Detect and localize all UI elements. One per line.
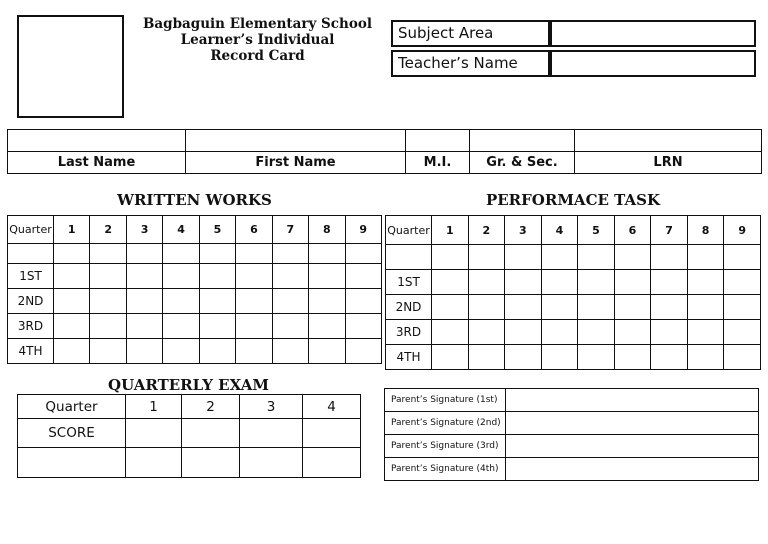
performance-task-score-cell[interactable] (651, 270, 688, 295)
mi-input[interactable] (406, 130, 470, 152)
exam-blank-cell[interactable] (303, 448, 361, 478)
performance-task-score-cell[interactable] (432, 295, 469, 320)
written-works-score-cell[interactable] (345, 314, 382, 339)
performance-task-score-cell[interactable] (578, 245, 615, 270)
exam-score-cell[interactable] (126, 419, 182, 448)
school-name: Bagbaguin Elementary School (143, 16, 372, 32)
written-works-quarter-row (8, 314, 382, 339)
written-works-score-cell[interactable] (163, 289, 199, 314)
performance-task-quarter-row (386, 345, 761, 370)
quarterly-exam-title: QUARTERLY EXAM (108, 376, 269, 394)
written-works-score-cell[interactable] (90, 314, 126, 339)
exam-header-row (18, 395, 361, 419)
written-works-score-cell[interactable] (199, 314, 235, 339)
first-name-label: First Name (186, 152, 406, 174)
lrn-input[interactable] (575, 130, 762, 152)
performance-task-quarter-row (386, 295, 761, 320)
last-name-input[interactable] (8, 130, 186, 152)
performance-task-score-cell[interactable] (541, 345, 578, 370)
written-works-score-cell[interactable] (236, 264, 272, 289)
written-works-col-header: 2 (90, 216, 126, 244)
performance-task-score-cell[interactable] (724, 295, 761, 320)
written-works-score-cell[interactable] (309, 244, 345, 264)
exam-score-row (18, 419, 361, 448)
exam-score-cell[interactable] (182, 419, 240, 448)
performance-task-score-cell[interactable] (724, 245, 761, 270)
performance-task-score-cell[interactable] (505, 245, 542, 270)
written-works-quarter-row (8, 264, 382, 289)
written-works-score-cell[interactable] (54, 314, 90, 339)
written-works-quarter-label: 2ND (8, 289, 54, 314)
performance-task-score-cell[interactable] (687, 295, 724, 320)
written-works-col-header: 7 (272, 216, 308, 244)
signature-row (385, 458, 759, 481)
written-works-score-cell[interactable] (126, 339, 162, 364)
performance-task-score-cell[interactable] (724, 320, 761, 345)
exam-col-4: 4 (303, 395, 361, 419)
school-heading (130, 16, 385, 64)
exam-score-cell[interactable] (303, 419, 361, 448)
performance-task-score-cell[interactable] (614, 345, 651, 370)
written-works-score-cell[interactable] (199, 289, 235, 314)
subject-area-label: Subject Area (393, 22, 552, 45)
exam-blank-cell[interactable] (126, 448, 182, 478)
performance-task-score-cell[interactable] (432, 345, 469, 370)
written-works-quarter-header: Quarter (8, 216, 54, 244)
mi-label: M.I. (406, 152, 470, 174)
card-title-line1: Learner’s Individual (180, 32, 335, 48)
written-works-score-cell[interactable] (309, 264, 345, 289)
performance-task-score-cell[interactable] (651, 320, 688, 345)
performance-task-quarter-row (386, 320, 761, 345)
written-works-quarter-label: 4TH (8, 339, 54, 364)
written-works-header-row (8, 216, 382, 244)
written-works-score-cell[interactable] (126, 244, 162, 264)
performance-task-score-cell[interactable] (505, 320, 542, 345)
performance-task-score-cell[interactable] (578, 320, 615, 345)
performance-task-score-cell[interactable] (578, 295, 615, 320)
exam-blank-cell[interactable] (182, 448, 240, 478)
performance-task-col-header: 1 (432, 216, 469, 245)
written-works-score-cell[interactable] (236, 244, 272, 264)
written-works-score-cell[interactable] (90, 244, 126, 264)
exam-blank-cell[interactable] (240, 448, 303, 478)
performance-task-quarter-label: 4TH (386, 345, 432, 370)
performance-task-score-cell[interactable] (468, 345, 505, 370)
performance-task-score-cell[interactable] (432, 270, 469, 295)
performance-task-score-cell[interactable] (386, 245, 432, 270)
written-works-score-cell[interactable] (272, 264, 308, 289)
signature-row (385, 435, 759, 458)
performance-task-score-cell[interactable] (687, 270, 724, 295)
written-works-score-cell[interactable] (126, 264, 162, 289)
grade-section-label: Gr. & Sec. (470, 152, 575, 174)
written-works-score-cell[interactable] (345, 289, 382, 314)
performance-task-quarter-label: 3RD (386, 320, 432, 345)
performance-task-table (385, 215, 761, 370)
student-info-input-row (8, 130, 762, 152)
written-works-score-cell[interactable] (345, 264, 382, 289)
written-works-score-cell[interactable] (90, 339, 126, 364)
exam-quarter-label: Quarter (18, 395, 126, 419)
written-works-score-cell[interactable] (309, 289, 345, 314)
performance-task-score-cell[interactable] (651, 245, 688, 270)
signature-field-2nd[interactable] (506, 412, 759, 435)
performance-task-score-cell[interactable] (687, 320, 724, 345)
performance-task-score-cell[interactable] (687, 245, 724, 270)
performance-task-score-cell[interactable] (541, 245, 578, 270)
written-works-col-header: 6 (236, 216, 272, 244)
grade-section-input[interactable] (470, 130, 575, 152)
performance-task-score-cell[interactable] (505, 295, 542, 320)
first-name-input[interactable] (186, 130, 406, 152)
lrn-label: LRN (575, 152, 762, 174)
parent-signature-table (384, 388, 759, 481)
exam-col-1: 1 (126, 395, 182, 419)
written-works-score-cell[interactable] (309, 314, 345, 339)
written-works-score-cell[interactable] (236, 314, 272, 339)
student-info-table (7, 129, 762, 174)
performance-task-score-cell[interactable] (468, 245, 505, 270)
signature-label-1st: Parent’s Signature (1st) (385, 389, 506, 412)
performance-task-score-cell[interactable] (541, 295, 578, 320)
teacher-name-input[interactable] (552, 52, 754, 75)
written-works-score-cell[interactable] (163, 314, 199, 339)
signature-field-4th[interactable] (506, 458, 759, 481)
written-works-col-header: 9 (345, 216, 382, 244)
written-works-score-cell[interactable] (126, 314, 162, 339)
performance-task-col-header: 6 (614, 216, 651, 245)
performance-task-score-cell[interactable] (614, 245, 651, 270)
performance-task-col-header: 4 (541, 216, 578, 245)
written-works-score-cell[interactable] (272, 339, 308, 364)
written-works-quarter-row (8, 289, 382, 314)
written-works-table (7, 215, 382, 364)
written-works-score-cell[interactable] (54, 289, 90, 314)
written-works-score-cell[interactable] (272, 289, 308, 314)
performance-task-score-cell[interactable] (614, 295, 651, 320)
written-works-score-cell[interactable] (54, 339, 90, 364)
performance-task-score-cell[interactable] (614, 270, 651, 295)
performance-task-col-header: 5 (578, 216, 615, 245)
written-works-score-cell[interactable] (309, 339, 345, 364)
written-works-quarter-label: 3RD (8, 314, 54, 339)
last-name-label: Last Name (8, 152, 186, 174)
photo-box (17, 15, 124, 118)
performance-task-col-header: 9 (724, 216, 761, 245)
written-works-col-header: 4 (163, 216, 199, 244)
written-works-score-cell[interactable] (90, 264, 126, 289)
written-works-score-cell[interactable] (54, 264, 90, 289)
exam-blank-row (18, 448, 361, 478)
signature-label-4th: Parent’s Signature (4th) (385, 458, 506, 481)
performance-task-title: PERFORMACE TASK (485, 191, 661, 209)
performance-task-col-header: 2 (468, 216, 505, 245)
subject-area-field (391, 20, 756, 47)
written-works-score-cell[interactable] (90, 289, 126, 314)
written-works-quarter-label: 1ST (8, 264, 54, 289)
performance-task-header-row (386, 216, 761, 245)
written-works-score-cell[interactable] (163, 244, 199, 264)
written-works-score-cell[interactable] (236, 339, 272, 364)
performance-task-score-cell[interactable] (468, 320, 505, 345)
exam-col-3: 3 (240, 395, 303, 419)
teacher-name-label: Teacher’s Name (393, 52, 552, 75)
performance-task-quarter-header: Quarter (386, 216, 432, 245)
performance-task-score-cell[interactable] (505, 270, 542, 295)
performance-task-score-cell[interactable] (468, 295, 505, 320)
written-works-title: WRITTEN WORKS (117, 191, 272, 209)
written-works-score-cell[interactable] (199, 244, 235, 264)
performance-task-score-cell[interactable] (541, 320, 578, 345)
written-works-score-cell[interactable] (54, 244, 90, 264)
written-works-score-cell[interactable] (126, 289, 162, 314)
signature-label-3rd: Parent’s Signature (3rd) (385, 435, 506, 458)
written-works-score-cell[interactable] (345, 244, 382, 264)
performance-task-score-cell[interactable] (432, 245, 469, 270)
performance-task-quarter-label: 2ND (386, 295, 432, 320)
exam-col-2: 2 (182, 395, 240, 419)
performance-task-score-cell[interactable] (541, 270, 578, 295)
performance-task-score-cell[interactable] (432, 320, 469, 345)
card-title-line2: Record Card (210, 48, 305, 64)
signature-label-2nd: Parent’s Signature (2nd) (385, 412, 506, 435)
performance-task-score-cell[interactable] (724, 345, 761, 370)
written-works-score-cell[interactable] (8, 244, 54, 264)
written-works-score-cell[interactable] (272, 244, 308, 264)
performance-task-score-cell[interactable] (614, 320, 651, 345)
subject-area-input[interactable] (552, 22, 754, 45)
student-info-label-row (8, 152, 762, 174)
performance-task-score-cell[interactable] (687, 345, 724, 370)
performance-task-score-cell[interactable] (505, 345, 542, 370)
written-works-score-cell[interactable] (236, 289, 272, 314)
exam-blank-cell[interactable] (18, 448, 126, 478)
written-works-score-cell[interactable] (272, 314, 308, 339)
performance-task-quarter-row (386, 270, 761, 295)
performance-task-score-cell[interactable] (578, 270, 615, 295)
performance-task-col-header: 3 (505, 216, 542, 245)
written-works-score-cell[interactable] (163, 264, 199, 289)
performance-task-col-header: 8 (687, 216, 724, 245)
signature-field-3rd[interactable] (506, 435, 759, 458)
performance-task-score-cell[interactable] (578, 345, 615, 370)
teacher-name-field (391, 50, 756, 77)
signature-row (385, 389, 759, 412)
signature-row (385, 412, 759, 435)
written-works-score-cell[interactable] (163, 339, 199, 364)
performance-task-quarter-label: 1ST (386, 270, 432, 295)
written-works-score-cell[interactable] (199, 339, 235, 364)
signature-field-1st[interactable] (506, 389, 759, 412)
written-works-score-cell[interactable] (345, 339, 382, 364)
written-works-col-header: 8 (309, 216, 345, 244)
written-works-score-cell[interactable] (199, 264, 235, 289)
written-works-quarter-row (8, 339, 382, 364)
written-works-blank-row (8, 244, 382, 264)
written-works-col-header: 1 (54, 216, 90, 244)
written-works-col-header: 5 (199, 216, 235, 244)
exam-score-label: SCORE (18, 419, 126, 448)
written-works-col-header: 3 (126, 216, 162, 244)
performance-task-score-cell[interactable] (724, 270, 761, 295)
performance-task-score-cell[interactable] (651, 295, 688, 320)
quarterly-exam-table (17, 394, 361, 478)
performance-task-blank-row (386, 245, 761, 270)
performance-task-col-header: 7 (651, 216, 688, 245)
performance-task-score-cell[interactable] (651, 345, 688, 370)
performance-task-score-cell[interactable] (468, 270, 505, 295)
exam-score-cell[interactable] (240, 419, 303, 448)
